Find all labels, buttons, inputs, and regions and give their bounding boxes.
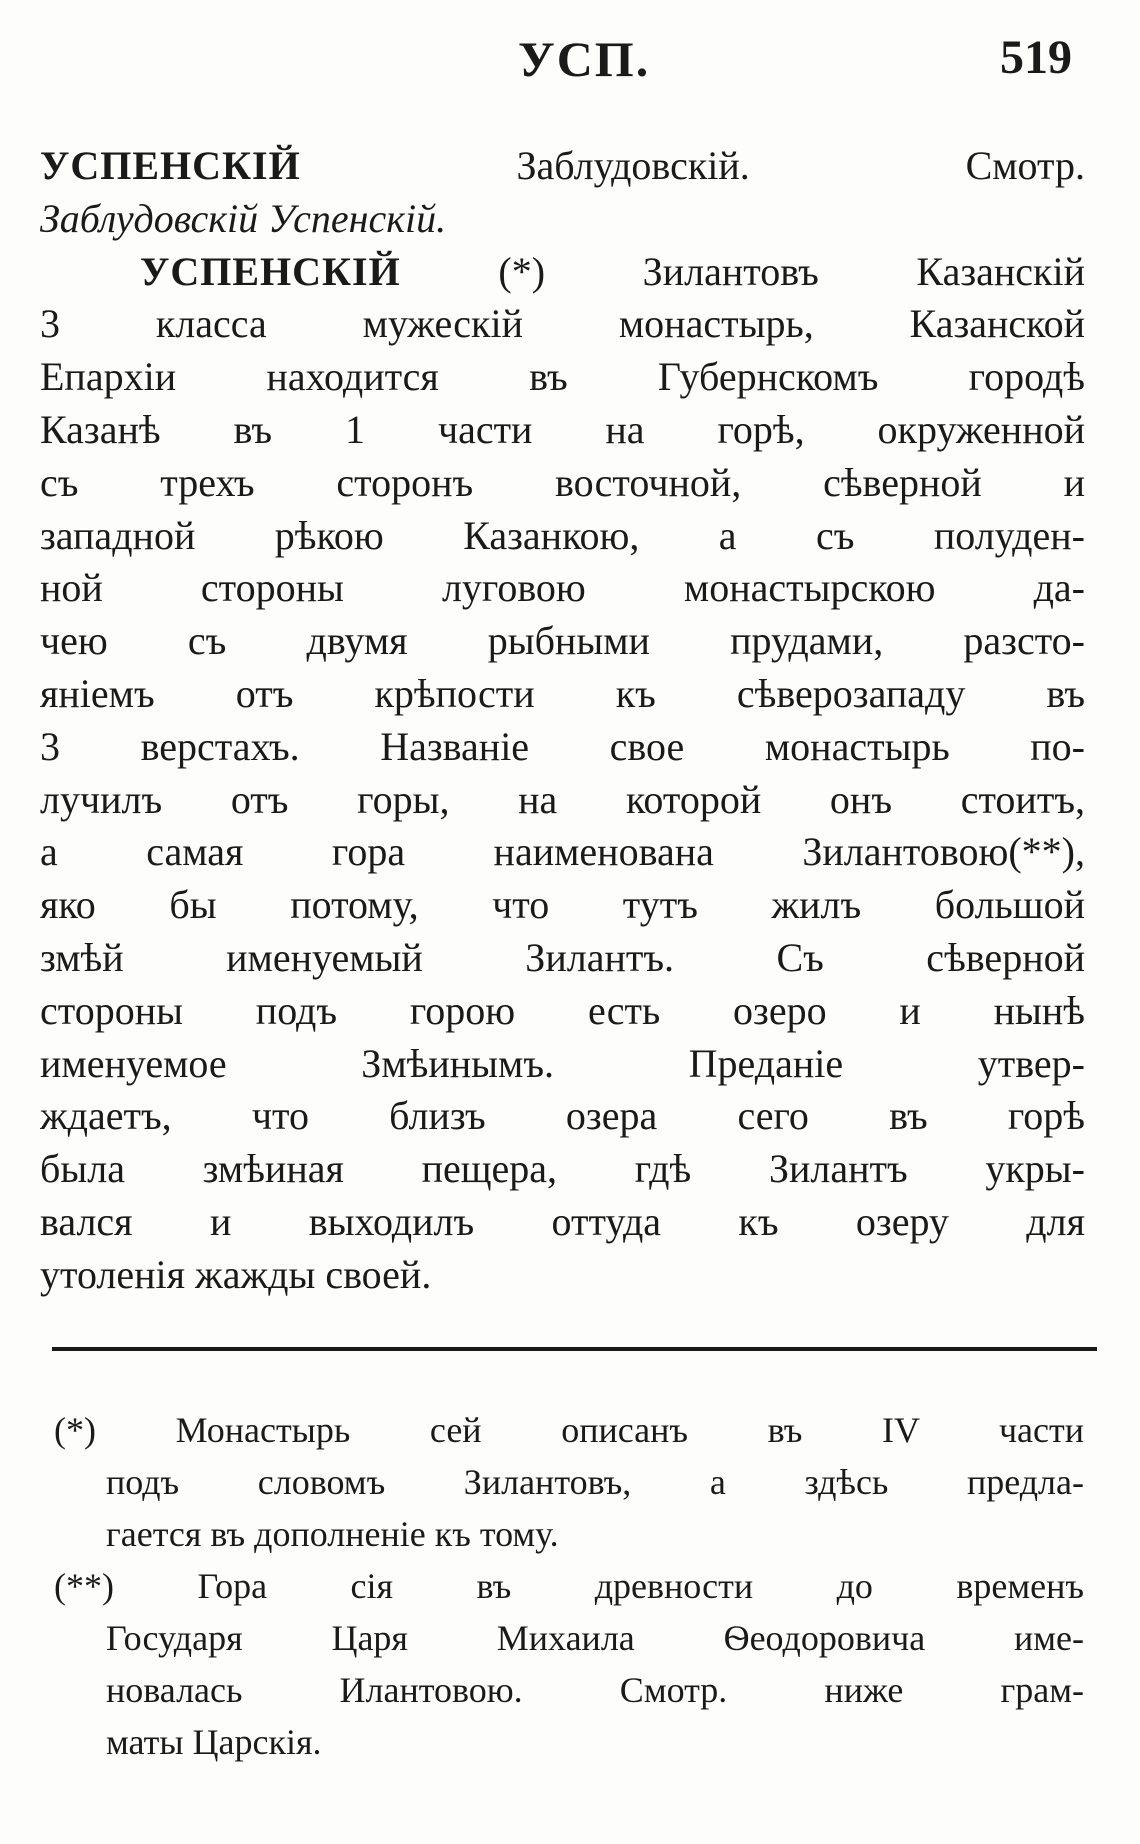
text-line: западной рѣкою Казанкою, а съ полуден-: [40, 512, 1085, 558]
footnote-line: подъ словомъ Зилантовъ, а здѣсь предла-: [106, 1462, 1084, 1502]
text-line: Казанѣ въ 1 части на горѣ, окруженной: [40, 406, 1085, 452]
footnote-line: новалась Илантовою. Смотр. ниже грам-: [106, 1670, 1084, 1710]
footnote-line: Государя Царя Михаила Ѳеодоровича име-: [106, 1618, 1084, 1658]
text-line: а самая гора наименована Зилантовою(**),: [40, 829, 1085, 875]
headword: УСПЕНСКІЙ: [140, 248, 401, 294]
running-title: УСП.: [518, 31, 651, 87]
text-line: стороны подъ горою есть озеро и нынѣ: [40, 987, 1085, 1033]
text-line: утоленія жажды своей.: [40, 1251, 432, 1297]
footnote-line: маты Царскія.: [106, 1722, 322, 1762]
text-line: Заблудовскій Успенскій.: [40, 195, 447, 241]
text-line: змѣй именуемый Зилантъ. Съ сѣверной: [40, 934, 1085, 980]
running-head: [0, 30, 1140, 100]
text-line: яніемъ отъ крѣпости къ сѣверозападу въ: [40, 670, 1085, 716]
text-line: 3 класса мужескій монастырь, Казанской: [40, 301, 1085, 347]
footnote-line: (*) Монастырь сей описанъ въ IV части: [54, 1410, 1084, 1450]
text-line: вался и выходилъ оттуда къ озеру для: [40, 1198, 1085, 1244]
footnote-divider: [52, 1347, 1097, 1351]
text-line: съ трехъ сторонъ восточной, сѣверной и: [40, 459, 1085, 505]
text-line: яко бы потому, что тутъ жилъ большой: [40, 882, 1085, 928]
text-line: УСПЕНСКІЙ Заблудовскій. Смотр.: [40, 143, 1085, 188]
text-line: Епархіи находится въ Губернскомъ городѣ: [40, 354, 1085, 400]
text-line: была змѣиная пещера, гдѣ Зилантъ укры-: [40, 1146, 1085, 1192]
text-line: чею съ двумя рыбными прудами, разсто-: [40, 618, 1085, 664]
text-line: лучилъ отъ горы, на которой онъ стоитъ,: [40, 776, 1085, 822]
footnote-line: (**) Гора сія въ древности до временъ: [54, 1566, 1084, 1606]
page-number: 519: [1000, 31, 1072, 84]
footnotes: [54, 1404, 1084, 1768]
text-line: именуемое Змѣинымъ. Преданіе утвер-: [40, 1040, 1085, 1086]
footnote-line: гается въ дополненіе къ тому.: [106, 1514, 559, 1554]
article-text: [40, 140, 1085, 1302]
text-line: ной стороны луговою монастырскою да-: [40, 565, 1085, 611]
text-line: 3 верстахъ. Названіе свое монастырь по-: [40, 723, 1085, 769]
text-line: ждаетъ, что близъ озера сего въ горѣ: [40, 1093, 1085, 1139]
headword: УСПЕНСКІЙ: [40, 143, 301, 188]
text-line: УСПЕНСКІЙ (*) Зилантовъ Казанскій: [140, 248, 1085, 294]
